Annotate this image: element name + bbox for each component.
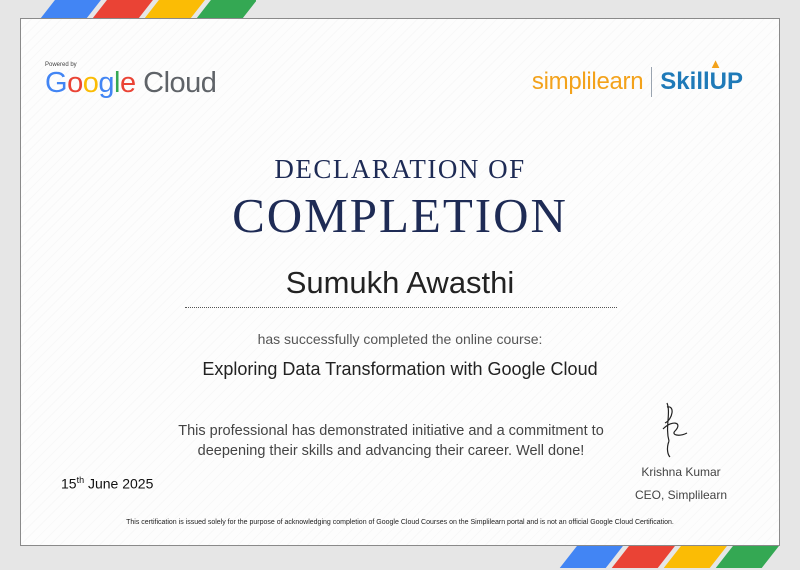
completed-statement: has successfully completed the online course: (257, 331, 543, 347)
simplilearn-wordmark: simplilearn (531, 68, 644, 95)
professional-statement (151, 421, 631, 461)
professional-line-2: deepening their skills and advancing their career. Well done! (197, 443, 585, 459)
skillup-wordmark (660, 56, 743, 96)
google-letter: o (67, 67, 83, 99)
date-day: 15 (61, 475, 77, 492)
google-letter: G (45, 67, 68, 99)
google-letter: e (119, 67, 136, 99)
google-letter: g (98, 67, 114, 99)
google-cloud-wordmark (45, 69, 216, 98)
date-month-year: June 2025 (87, 475, 154, 492)
recipient-name: Sumukh Awasthi (285, 265, 515, 300)
arrow-up-icon: ▲ (709, 56, 722, 71)
logo-divider (651, 67, 652, 97)
powered-by-label: Powered by (45, 62, 77, 68)
google-letter: o (82, 67, 99, 99)
cloud-label: Cloud (143, 67, 217, 99)
heading-declaration: DECLARATION OF (274, 154, 526, 184)
top-color-stripes (26, 0, 256, 18)
course-title: Exploring Data Transformation with Google Cloud (202, 359, 598, 379)
disclaimer-text: This certification is issued solely for the purpose of acknowledging completion of Google Cloud Courses on the Simplilearn portal and is not an official Google Cloud Certification. (126, 519, 674, 526)
google-letter: l (113, 67, 120, 99)
heading-completion: COMPLETION (232, 188, 568, 243)
google-cloud-logo (45, 62, 216, 98)
simplilearn-skillup-logo (531, 56, 743, 97)
date-suffix: th (76, 475, 85, 485)
signature-image (653, 399, 693, 459)
skillup-text: SkillUP (660, 68, 743, 95)
name-underline (185, 307, 617, 308)
certificate (20, 18, 780, 546)
signer-name: Krishna Kumar (641, 465, 721, 479)
professional-line-1: This professional has demonstrated initiative and a commitment to (178, 423, 604, 439)
completion-date (61, 475, 153, 492)
bottom-color-stripes (550, 546, 780, 568)
signer-title: CEO, Simplilearn (634, 488, 728, 502)
